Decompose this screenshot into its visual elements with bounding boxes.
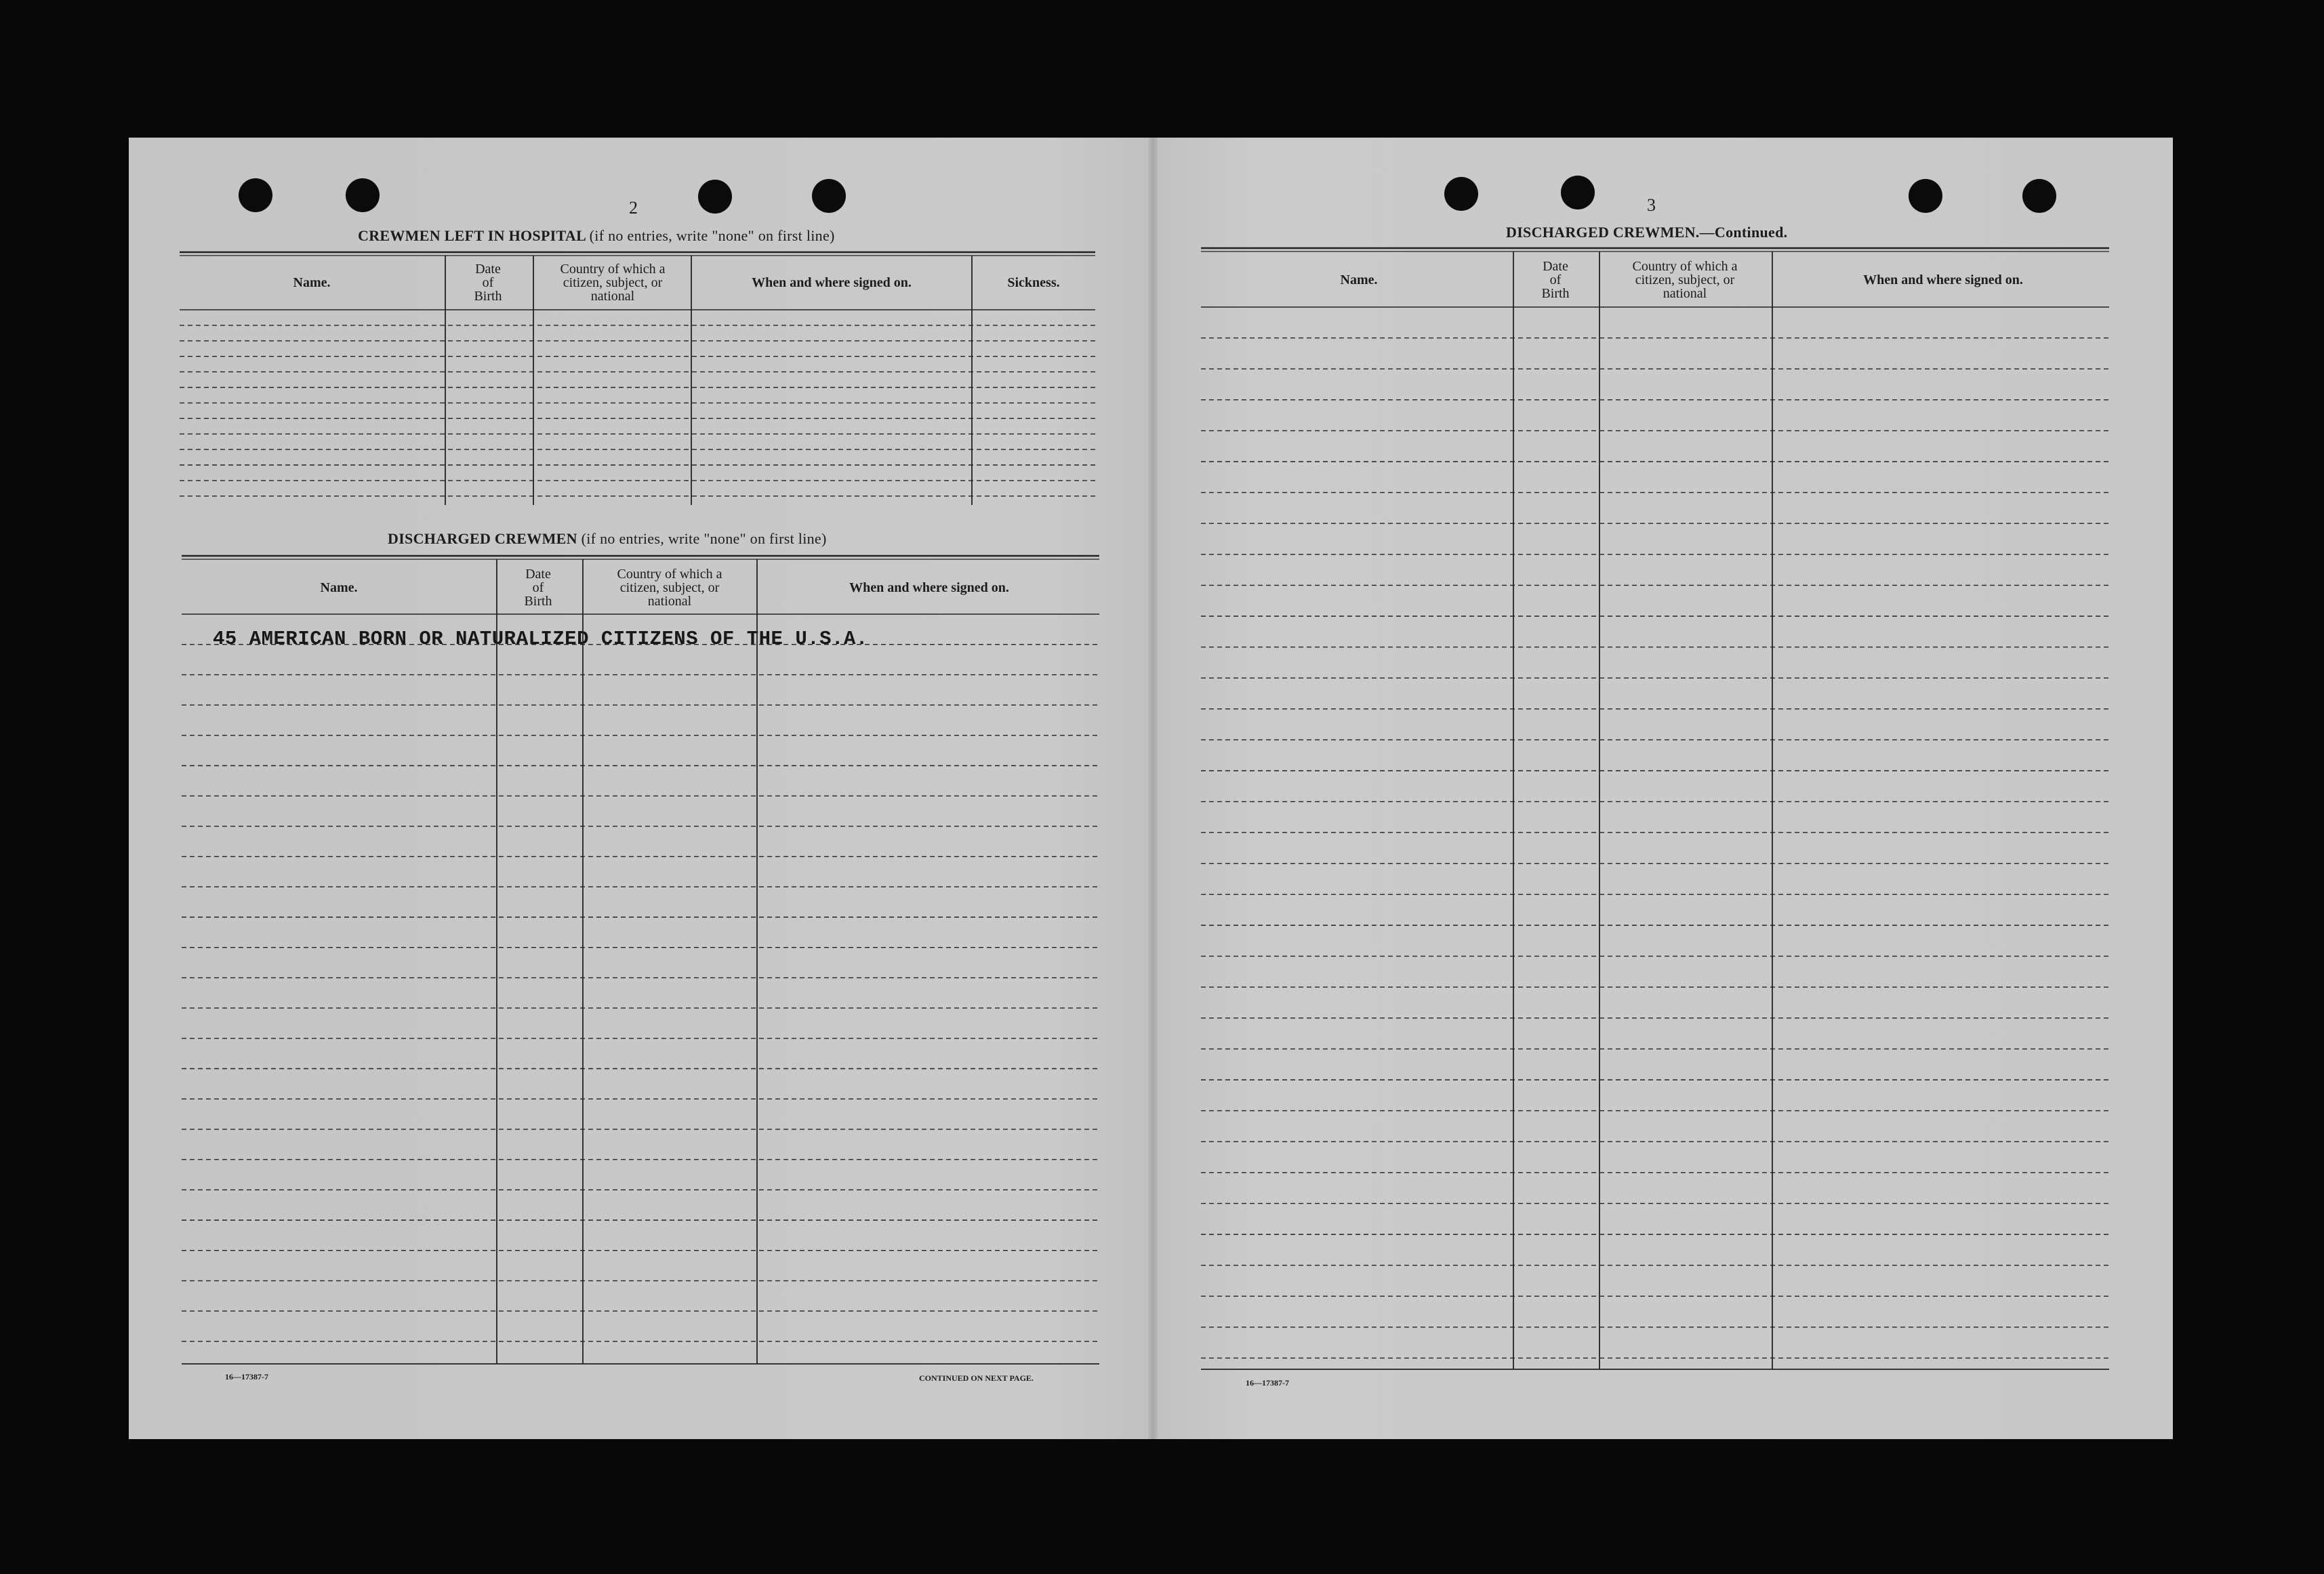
column-header-signed-on: When and where signed on.	[1863, 273, 2023, 287]
discharged-section-title: DISCHARGED CREWMEN (if no entries, write "none" on first line)	[388, 530, 827, 547]
column-header-date-of-birth: Date of Birth	[1541, 259, 1570, 301]
form-code: 16—17387-7	[225, 1372, 268, 1381]
discharged-continued-title: DISCHARGED CREWMEN.—Continued.	[1506, 224, 1788, 241]
column-header-date-of-birth: Date of Birth	[524, 567, 552, 609]
page-number: 2	[629, 198, 638, 218]
hospital-section-title: CREWMEN LEFT IN HOSPITAL (if no entries, write "none" on first line)	[358, 227, 835, 244]
form-code: 16—17387-7	[1246, 1378, 1289, 1388]
column-header-sickness: Sickness.	[1007, 275, 1060, 290]
continued-note: CONTINUED ON NEXT PAGE.	[919, 1373, 1034, 1383]
column-header-country: Country of which a citizen, subject, or national	[617, 567, 722, 609]
column-header-country: Country of which a citizen, subject, or national	[1632, 259, 1738, 301]
page-number: 3	[1647, 195, 1656, 215]
column-header-name: Name.	[320, 580, 358, 595]
column-header-date-of-birth: Date of Birth	[474, 262, 502, 304]
column-header-signed-on: When and where signed on.	[752, 275, 912, 290]
column-header-name: Name.	[1340, 273, 1378, 287]
column-header-signed-on: When and where signed on.	[849, 580, 1009, 595]
typed-entry: 45 AMERICAN BORN OR NATURALIZED CITIZENS OF THE U.S.A.	[213, 628, 868, 650]
column-header-name: Name.	[293, 275, 331, 290]
column-header-country: Country of which a citizen, subject, or national	[560, 262, 666, 304]
